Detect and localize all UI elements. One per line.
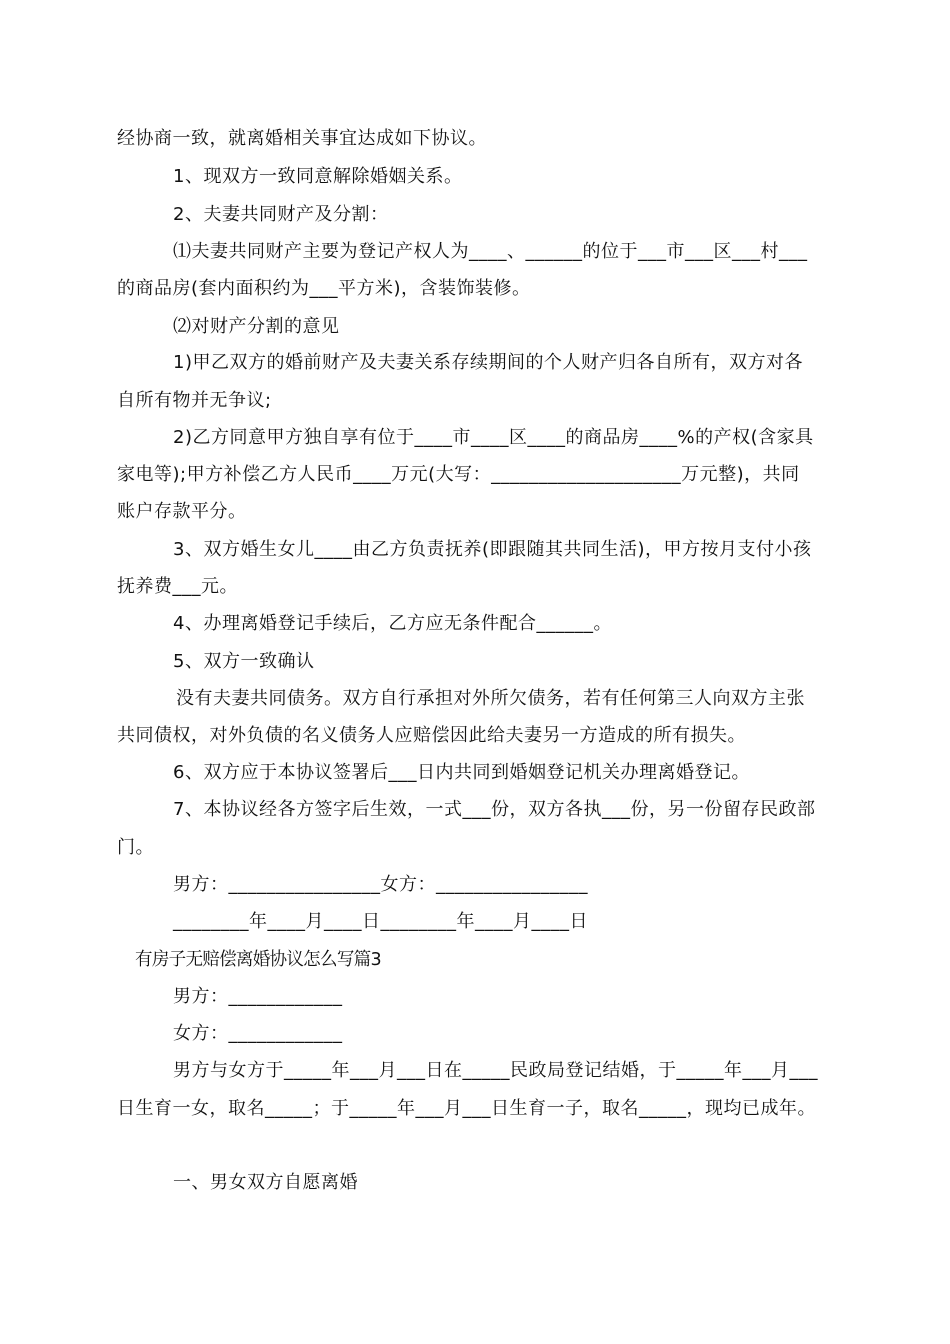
paragraph-line: 2)乙方同意甲方独自享有位于____市____区____的商品房____%的产权(含家具 [173, 427, 814, 448]
subclause-heading: ⑵对财产分割的意见 [173, 316, 340, 337]
date-line: ________年____月____日________年____月____日 [173, 911, 588, 932]
paragraph-line: 没有夫妻共同债务。双方自行承担对外所欠债务，若有任何第三人向双方主张 [176, 688, 805, 709]
paragraph-line: ⑴夫妻共同财产主要为登记产权人为____、______的位于___市___区___村___ [173, 241, 808, 262]
section-heading: 一、男女双方自愿离婚 [173, 1172, 358, 1193]
clause-7: 7、本协议经各方签字后生效，一式___份，双方各执___份，另一份留存民政部 [173, 799, 816, 820]
male-party-field: 男方：____________ [173, 986, 343, 1007]
clause-6: 6、双方应于本协议签署后___日内共同到婚姻登记机关办理离婚登记。 [173, 762, 750, 783]
paragraph-line: 账户存款平分。 [117, 501, 247, 522]
female-party-field: 女方：____________ [173, 1023, 343, 1044]
paragraph-line: 男方与女方于_____年___月___日在_____民政局登记结婚，于_____年___月___ [173, 1060, 818, 1081]
clause-5: 5、双方一致确认 [173, 651, 315, 672]
signature-line: 男方：________________女方：________________ [173, 874, 588, 895]
clause-2-heading: 2、夫妻共同财产及分割： [173, 204, 389, 225]
clause-3: 3、双方婚生女儿____由乙方负责抚养(即跟随其共同生活)，甲方按月支付小孩 [173, 539, 812, 560]
paragraph-line: 共同债权，对外负债的名义债务人应赔偿因此给夫妻另一方造成的所有损失。 [117, 725, 746, 746]
paragraph-line: 自所有物并无争议; [117, 390, 272, 411]
clause-4: 4、办理离婚登记手续后，乙方应无条件配合______。 [173, 613, 612, 634]
paragraph-line: 经协商一致，就离婚相关事宜达成如下协议。 [117, 128, 487, 149]
clause-1: 1、现双方一致同意解除婚姻关系。 [173, 166, 463, 187]
paragraph-line: 日生育一女，取名_____；于_____年___月___日生育一子，取名_____，现均已成年。 [117, 1098, 816, 1119]
paragraph-line: 门。 [117, 837, 154, 858]
paragraph-line: 1)甲乙双方的婚前财产及夫妻关系存续期间的个人财产归各自所有，双方对各 [173, 352, 803, 373]
paragraph-line: 家电等);甲方补偿乙方人民币____万元(大写：____________________万元整)，共同 [117, 464, 800, 485]
section-title: 有房子无赔偿离婚协议怎么写篇3 [135, 949, 381, 970]
paragraph-line: 抚养费___元。 [117, 576, 238, 597]
paragraph-line: 的商品房(套内面积约为___平方米)，含装饰装修。 [117, 278, 531, 299]
